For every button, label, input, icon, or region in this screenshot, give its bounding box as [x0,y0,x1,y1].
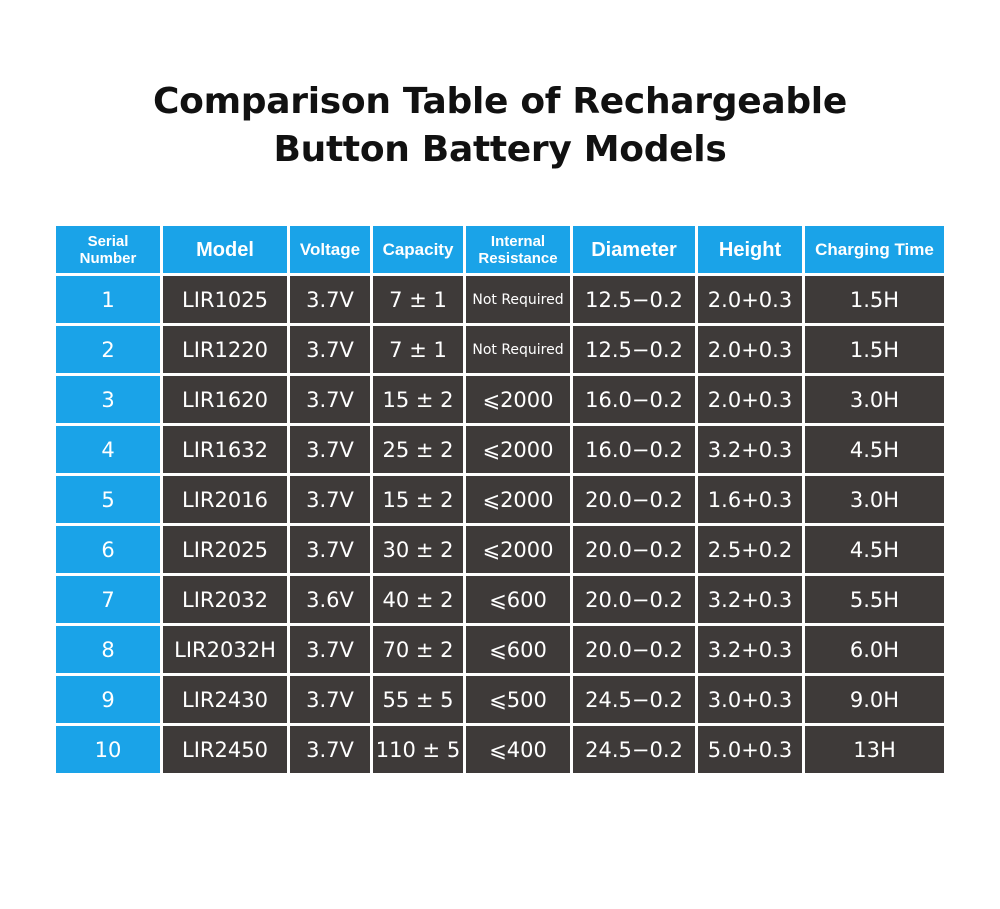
cell-charging-time: 4.5H [805,426,944,473]
cell-diameter: 20.0−0.2 [573,476,695,523]
cell-internal-resistance: ⩽2000 [466,526,570,573]
cell-height: 3.2+0.3 [698,626,802,673]
cell-charging-time: 3.0H [805,476,944,523]
cell-charging-time: 3.0H [805,376,944,423]
cell-height: 2.0+0.3 [698,276,802,323]
cell-model: LIR1620 [163,376,287,423]
cell-voltage: 3.7V [290,626,370,673]
cell-diameter: 12.5−0.2 [573,276,695,323]
cell-capacity: 30 ± 2 [373,526,463,573]
header-internal-resistance: Internal Resistance [466,226,570,273]
cell-charging-time: 1.5H [805,276,944,323]
cell-serial-number: 9 [56,676,160,723]
cell-height: 2.0+0.3 [698,376,802,423]
cell-diameter: 20.0−0.2 [573,576,695,623]
table-row [56,526,944,573]
table-row [56,726,944,773]
cell-serial-number: 3 [56,376,160,423]
cell-internal-resistance: ⩽500 [466,676,570,723]
table-row [56,326,944,373]
header-model: Model [163,226,287,273]
cell-voltage: 3.7V [290,526,370,573]
cell-capacity: 25 ± 2 [373,426,463,473]
table-row [56,676,944,723]
cell-model: LIR2450 [163,726,287,773]
cell-serial-number: 1 [56,276,160,323]
title-line-2: Button Battery Models [273,129,727,170]
cell-internal-resistance: Not Required [466,276,570,323]
cell-diameter: 24.5−0.2 [573,676,695,723]
battery-comparison-table [53,223,947,776]
header-voltage: Voltage [290,226,370,273]
cell-model: LIR1220 [163,326,287,373]
cell-serial-number: 4 [56,426,160,473]
cell-height: 1.6+0.3 [698,476,802,523]
cell-capacity: 70 ± 2 [373,626,463,673]
cell-capacity: 7 ± 1 [373,276,463,323]
table-row [56,426,944,473]
page-title [0,78,1000,174]
cell-model: LIR2032H [163,626,287,673]
cell-serial-number: 5 [56,476,160,523]
cell-height: 3.0+0.3 [698,676,802,723]
cell-model: LIR1632 [163,426,287,473]
cell-height: 5.0+0.3 [698,726,802,773]
cell-height: 3.2+0.3 [698,426,802,473]
table-row [56,376,944,423]
cell-capacity: 7 ± 1 [373,326,463,373]
cell-model: LIR2430 [163,676,287,723]
cell-height: 2.0+0.3 [698,326,802,373]
cell-capacity: 40 ± 2 [373,576,463,623]
cell-voltage: 3.7V [290,426,370,473]
table-row [56,276,944,323]
cell-height: 2.5+0.2 [698,526,802,573]
cell-voltage: 3.7V [290,726,370,773]
header-diameter: Diameter [573,226,695,273]
cell-diameter: 20.0−0.2 [573,526,695,573]
cell-diameter: 16.0−0.2 [573,376,695,423]
cell-serial-number: 6 [56,526,160,573]
cell-model: LIR2016 [163,476,287,523]
cell-charging-time: 6.0H [805,626,944,673]
cell-height: 3.2+0.3 [698,576,802,623]
cell-capacity: 15 ± 2 [373,476,463,523]
cell-capacity: 110 ± 5 [373,726,463,773]
header-height: Height [698,226,802,273]
table-header-row [56,226,944,273]
header-serial-number: Serial Number [56,226,160,273]
cell-internal-resistance: ⩽2000 [466,476,570,523]
cell-internal-resistance: ⩽600 [466,626,570,673]
cell-voltage: 3.7V [290,476,370,523]
table-row [56,626,944,673]
cell-voltage: 3.7V [290,376,370,423]
cell-serial-number: 8 [56,626,160,673]
cell-diameter: 16.0−0.2 [573,426,695,473]
cell-serial-number: 2 [56,326,160,373]
cell-diameter: 12.5−0.2 [573,326,695,373]
cell-diameter: 20.0−0.2 [573,626,695,673]
header-charging-time: Charging Time [805,226,944,273]
cell-internal-resistance: ⩽600 [466,576,570,623]
cell-model: LIR1025 [163,276,287,323]
cell-voltage: 3.6V [290,576,370,623]
table-row [56,576,944,623]
cell-internal-resistance: ⩽2000 [466,376,570,423]
cell-charging-time: 1.5H [805,326,944,373]
cell-model: LIR2032 [163,576,287,623]
cell-charging-time: 5.5H [805,576,944,623]
table-body [56,276,944,773]
cell-charging-time: 9.0H [805,676,944,723]
cell-voltage: 3.7V [290,676,370,723]
title-line-1: Comparison Table of Rechargeable [153,81,847,122]
cell-voltage: 3.7V [290,326,370,373]
cell-capacity: 55 ± 5 [373,676,463,723]
cell-charging-time: 4.5H [805,526,944,573]
header-capacity: Capacity [373,226,463,273]
table-row [56,476,944,523]
cell-capacity: 15 ± 2 [373,376,463,423]
cell-serial-number: 10 [56,726,160,773]
cell-model: LIR2025 [163,526,287,573]
cell-serial-number: 7 [56,576,160,623]
cell-internal-resistance: ⩽400 [466,726,570,773]
cell-diameter: 24.5−0.2 [573,726,695,773]
cell-internal-resistance: Not Required [466,326,570,373]
cell-voltage: 3.7V [290,276,370,323]
cell-charging-time: 13H [805,726,944,773]
cell-internal-resistance: ⩽2000 [466,426,570,473]
